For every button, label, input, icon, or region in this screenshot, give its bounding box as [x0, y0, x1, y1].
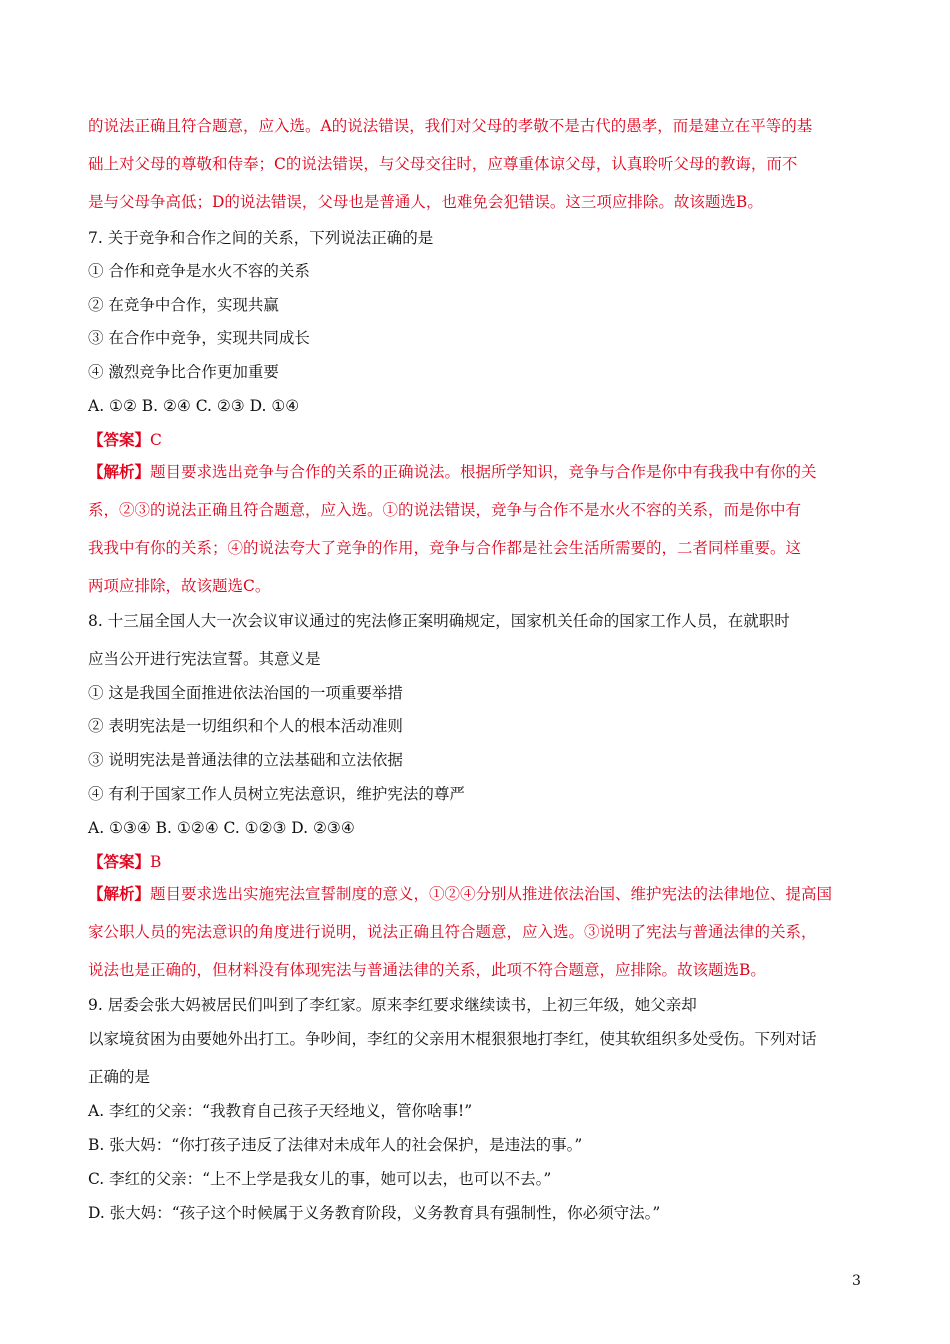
question-9-stem-line-3: 正确的是 — [88, 1068, 151, 1086]
analysis-continued-line-1: 的说法正确且符合题意，应入选。A的说法错误，我们对父母的孝敬不是古代的愚孝，而是建立在平等的基 — [88, 117, 813, 135]
question-7-item-2: ② 在竞争中合作，实现共赢 — [88, 296, 279, 314]
section-text: C — [150, 431, 162, 449]
question-8-item-1: ① 这是我国全面推进依法治国的一项重要举措 — [88, 684, 403, 702]
question-9-stem-line-1: 9. 居委会张大妈被居民们叫到了李红家。原来李红要求继续读书，上初三年级，她父亲却 — [88, 996, 697, 1014]
section-text: 题目要求选出竞争与合作的关系的正确说法。根据所学知识，竞争与合作是你中有我我中有你的关 — [150, 463, 817, 481]
section-text: B — [150, 853, 162, 871]
question-7-analysis-line-1 — [88, 462, 868, 482]
question-8-analysis-line-3: 说法也是正确的，但材料没有体现宪法与普通法律的关系，此项不符合题意，应排除。故该题选B。 — [88, 961, 766, 979]
question-7-options: A. ①② B. ②④ C. ②③ D. ①④ — [88, 397, 300, 415]
question-9-option-a: A. 李红的父亲：“我教育自己孩子天经地义，管你啥事!” — [88, 1102, 473, 1120]
question-7-analysis-line-4: 两项应排除，故该题选C。 — [88, 577, 271, 595]
question-8-stem-line-1: 8. 十三届全国人大一次会议审议通过的宪法修正案明确规定，国家机关任命的国家工作人员，在就职时 — [88, 612, 790, 630]
analysis-continued-line-3: 是与父母争高低；D的说法错误，父母也是普通人，也难免会犯错误。这三项应排除。故该题选B。 — [88, 193, 763, 211]
page-number: 3 — [852, 1273, 861, 1289]
question-7-answer — [88, 430, 868, 450]
question-9-stem-line-2: 以家境贫困为由要她外出打工。争吵间，李红的父亲用木棍狠狠地打李红，使其软组织多处受伤。下列对话 — [88, 1030, 817, 1048]
question-9-option-c: C. 李红的父亲：“上不上学是我女儿的事，她可以去，也可以不去。” — [88, 1170, 552, 1188]
question-8-answer — [88, 852, 868, 872]
question-7-stem: 7. 关于竞争和合作之间的关系，下列说法正确的是 — [88, 229, 434, 247]
question-7-item-4: ④ 激烈竞争比合作更加重要 — [88, 363, 279, 381]
question-8-analysis-line-2: 家公职人员的宪法意识的角度进行说明，说法正确且符合题意，应入选。③说明了宪法与普通法律的关系， — [88, 923, 817, 941]
section-tag: 【答案】 — [88, 430, 151, 449]
question-9-option-d: D. 张大妈：“孩子这个时候属于义务教育阶段，义务教育具有强制性，你必须守法。” — [88, 1204, 661, 1222]
section-text: 题目要求选出实施宪法宣誓制度的意义，①②④分别从推进依法治国、维护宪法的法律地位、提高国 — [150, 885, 833, 903]
question-7-analysis-line-2: 系，②③的说法正确且符合题意，应入选。①的说法错误，竞争与合作不是水火不容的关系，而是你中有 — [88, 501, 802, 519]
question-8-item-2: ② 表明宪法是一切组织和个人的根本活动准则 — [88, 717, 403, 735]
question-8-stem-line-2: 应当公开进行宪法宣誓。其意义是 — [88, 650, 321, 668]
analysis-continued-line-2: 础上对父母的尊敬和侍奉；C的说法错误，与父母交往时，应尊重体谅父母，认真聆听父母的教诲，而不 — [88, 155, 798, 173]
question-8-analysis-line-1 — [88, 884, 868, 904]
question-7-analysis-line-3: 我我中有你的关系；④的说法夸大了竞争的作用，竞争与合作都是社会生活所需要的，二者同样重要。这 — [88, 539, 802, 557]
question-9-option-b: B. 张大妈：“你打孩子违反了法律对未成年人的社会保护，是违法的事。” — [88, 1136, 583, 1154]
question-8-item-3: ③ 说明宪法是普通法律的立法基础和立法依据 — [88, 751, 403, 769]
question-7-item-3: ③ 在合作中竞争，实现共同成长 — [88, 329, 310, 347]
section-tag: 【解析】 — [88, 884, 151, 903]
section-tag: 【答案】 — [88, 852, 151, 871]
question-7-item-1: ① 合作和竞争是水火不容的关系 — [88, 262, 310, 280]
section-tag: 【解析】 — [88, 462, 151, 481]
question-8-item-4: ④ 有利于国家工作人员树立宪法意识，维护宪法的尊严 — [88, 785, 465, 803]
question-8-options: A. ①③④ B. ①②④ C. ①②③ D. ②③④ — [88, 819, 355, 837]
